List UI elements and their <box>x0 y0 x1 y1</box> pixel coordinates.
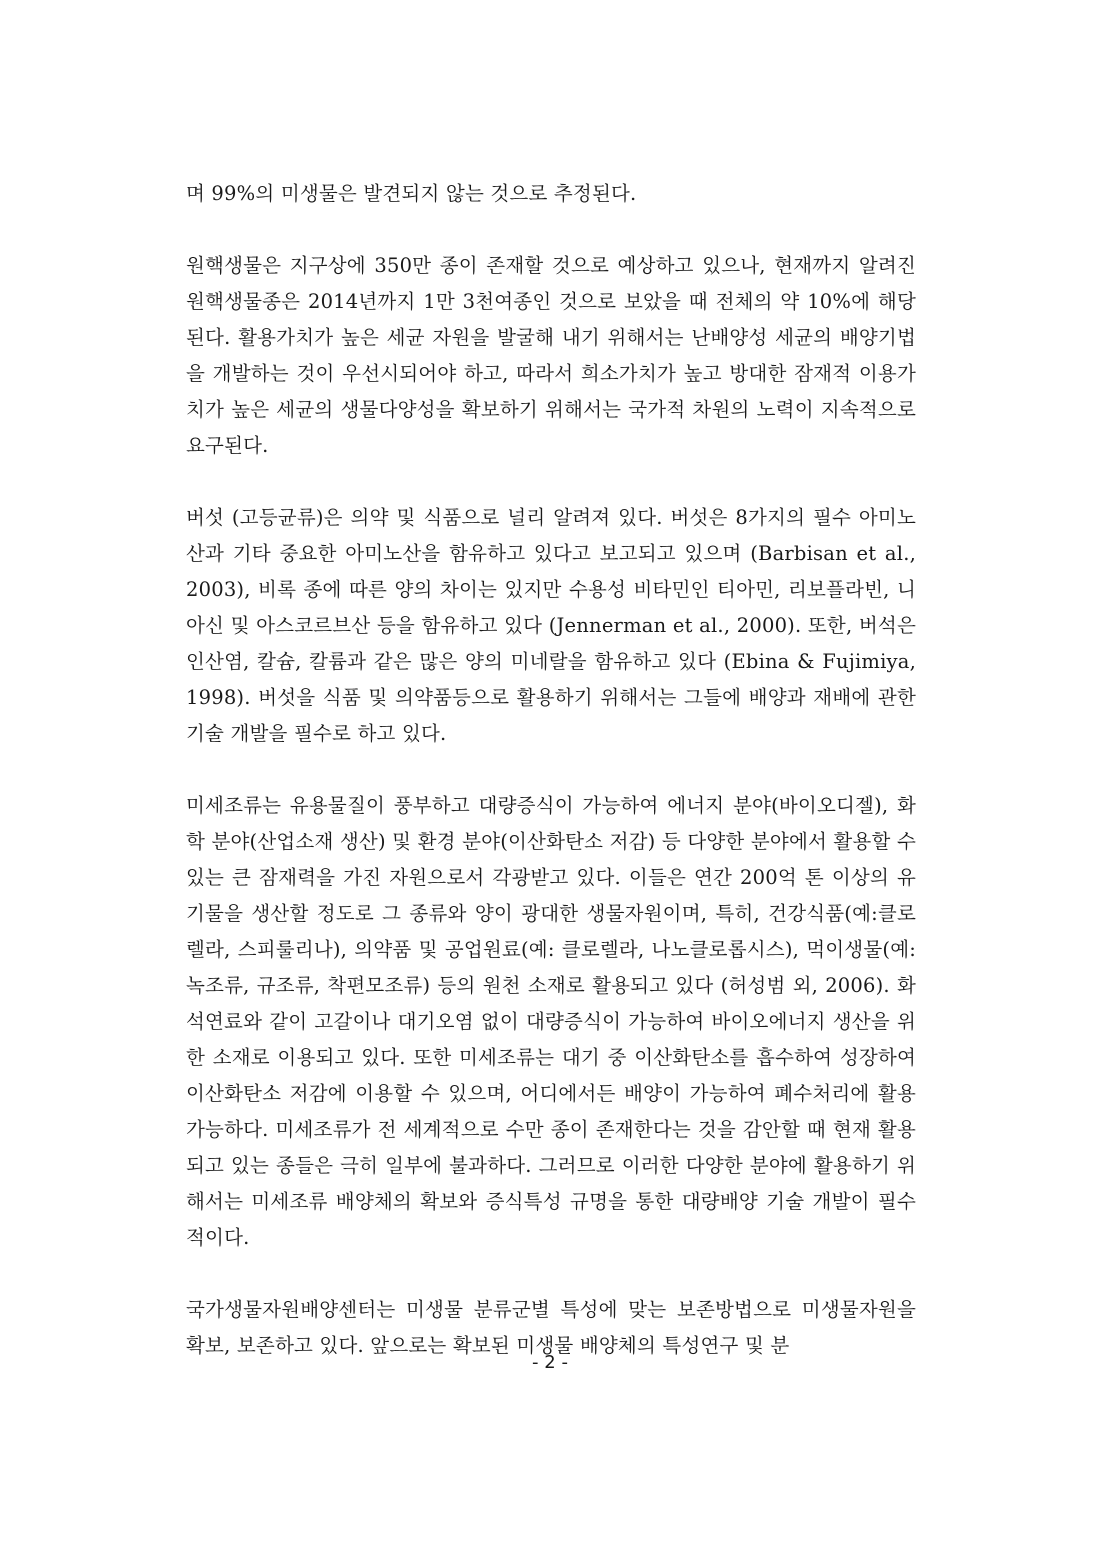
page-number: - 2 - <box>532 1352 568 1373</box>
paragraph-microalgae: 미세조류는 유용물질이 풍부하고 대량증식이 가능하여 에너지 분야(바이오디젤), 화학 분야(산업소재 생산) 및 환경 분야(이산화탄소 저감) 등 다양한 분야에서 활용할 수 있는 큰 잠재력을 가진 자원으로서 각광받고 있다. 이들은 연간 200억 톤 이상의 유기물을 생산할 정도로 그 종류와 양이 광대한 생물자원이며, 특히, 건강식품(예:클로렐라, 스피룰리나), 의약품 및 공업원료(예: 클로렐라, 나노클로롭시스), 먹이생물(예: 녹조류, 규조류, 착편모조류) 등의 원천 소재로 활용되고 있다 (허성범 외, 2006). 화석연료와 같이 고갈이나 대기오염 없이 대량증식이 가능하여 바이오에너지 생산을 위한 소재로 이용되고 있다. 또한 미세조류는 대기 중 이산화탄소를 흡수하여 성장하여 이산화탄소 저감에 이용할 수 있으며, 어디에서든 배양이 가능하여 폐수처리에 활용가능하다. 미세조류가 전 세계적으로 수만 종이 존재한다는 것을 감안할 때 현재 활용되고 있는 종들은 극히 일부에 불과하다. 그러므로 이러한 다양한 분야에 활용하기 위해서는 미세조류 배양체의 확보와 증식특성 규명을 통한 대량배양 기술 개발이 필수적이다. <box>186 794 916 1249</box>
paragraph-culture-center: 국가생물자원배양센터는 미생물 분류군별 특성에 맞는 보존방법으로 미생물자원을 확보, 보존하고 있다. 앞으로는 확보된 미생물 배양체의 특성연구 및 분 <box>186 1298 916 1357</box>
paragraph-prokaryotes: 원핵생물은 지구상에 350만 종이 존재할 것으로 예상하고 있으나, 현재까지 알려진 원핵생물종은 2014년까지 1만 3천여종인 것으로 보았을 때 전체의 약 10%에 해당된다. 활용가치가 높은 세균 자원을 발굴해 내기 위해서는 난배양성 세균의 배양기법을 개발하는 것이 우선시되어야 하고, 따라서 희소가치가 높고 방대한 잠재적 이용가치가 높은 세균의 생물다양성을 확보하기 위해서는 국가적 차원의 노력이 지속적으로 요구된다. <box>186 254 916 457</box>
body-text <box>186 176 916 1400</box>
paragraph-continuation: 며 99%의 미생물은 발견되지 않는 것으로 추정된다. <box>186 182 637 205</box>
paragraph-mushrooms: 버섯 (고등균류)은 의약 및 식품으로 널리 알려져 있다. 버섯은 8가지의 필수 아미노산과 기타 중요한 아미노산을 함유하고 있다고 보고되고 있으며 (Barbisan et al., 2003), 비록 종에 따른 양의 차이는 있지만 수용성 비타민인 티아민, 리보플라빈, 니아신 및 아스코르브산 등을 함유하고 있다 (Jennerman et al., 2000). 또한, 버석은 인산염, 칼슘, 칼륨과 같은 많은 양의 미네랄을 함유하고 있다 (Ebina & Fujimiya, 1998). 버섯을 식품 및 의약품등으로 활용하기 위해서는 그들에 배양과 재배에 관한 기술 개발을 필수로 하고 있다. <box>186 506 916 745</box>
